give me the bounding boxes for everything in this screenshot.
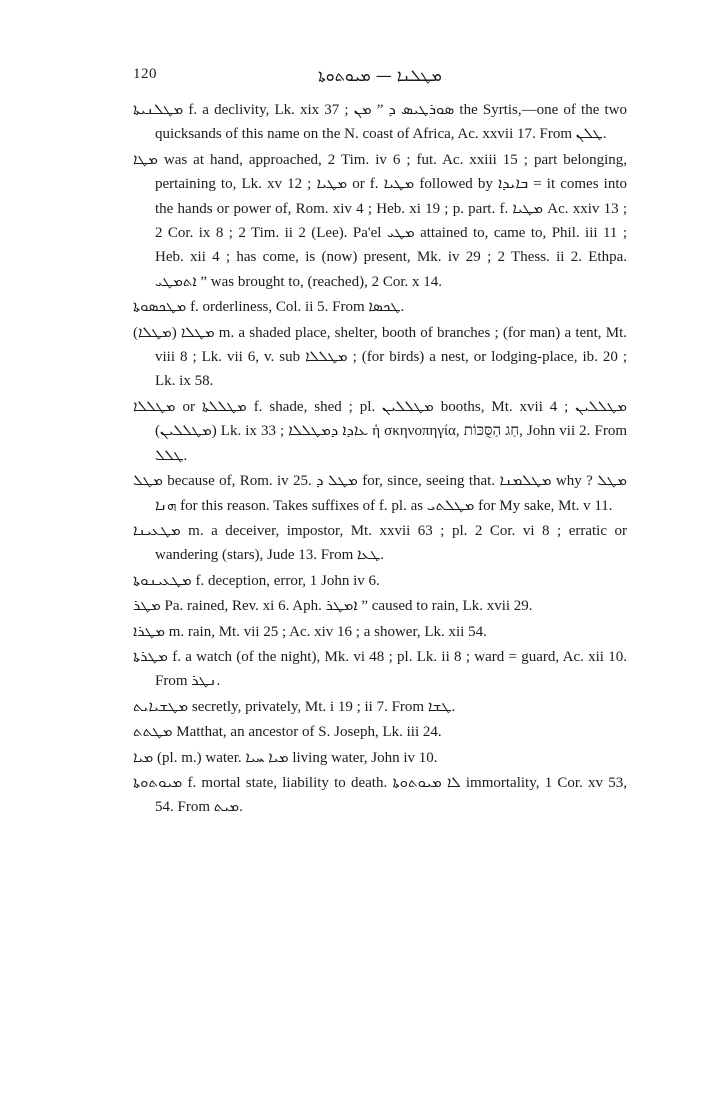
entry-because-of: ܡܛܠ because of, Rom. iv 25. ܡܛܠ ܕ for, since, seeing that. ܡܛܠܡܢܐ why ? ܡܛܠ ܗܢܐ for this reason. Takes suffixes of f. pl. as ܡܛܠܬܝ for My sake, Mt. v 11. bbox=[133, 473, 627, 514]
entry-orderliness: ܡܛܟܣܘܬܐ f. orderliness, Col. ii 5. From ܛܟܣܐ. bbox=[133, 299, 405, 316]
running-head: ܡܛܠܢܐ — ܡܝܘܬܘܬܐ bbox=[318, 66, 442, 85]
entry-deceiver: ܡܛܥܝܢܐ m. a deceiver, impostor, Mt. xxvii 63 ; pl. 2 Cor. vi 8 ; erratic or wandering (stars), Jude 13. From ܛܥܐ. bbox=[133, 522, 627, 564]
entry-watch: ܡܛܪܬܐ f. a watch (of the night), Mk. vi 48 ; pl. Lk. ii 8 ; ward = guard, Ac. xii 10. From ܢܛܪ. bbox=[133, 648, 627, 690]
entry-booths: ܡܛܠܠܐ or ܡܛܠܠܬܐ f. shade, shed ; pl. ܡܛܠܠܝܢ booths, Mt. xvii 4 ; ܡܛܠܠܝܢ (ܡܛܠܠܝܢ) Lk. ix 33 ; ܥܐܕܐ ܕܡܛܠܠܐ ἡ σκηνοπηγία, חַג הַסֻּכּוֹת, John vii 2. From ܛܠܠ. bbox=[133, 398, 627, 464]
entry-deception: ܡܛܥܝܢܘܬܐ f. deception, error, 1 John iv 6. bbox=[133, 572, 380, 589]
page-number: 120 bbox=[133, 66, 157, 82]
entry-rained: ܡܛܪ Pa. rained, Rev. xi 6. Aph. ܐܡܛܪ ” caused to rain, Lk. xvii 29. bbox=[133, 598, 533, 615]
entry-mortal-state: ܡܝܘܬܘܬܐ f. mortal state, liability to death. ܠܐ ܡܝܘܬܘܬܐ immortality, 1 Cor. xv 53, 54. From ܡܝܬ. bbox=[133, 774, 627, 816]
entry-approached: ܡܛܐ was at hand, approached, 2 Tim. iv 6 ; fut. Ac. xxiii 15 ; part belonging, pertaining to, Lk. xv 12 ; ܡܛܝܐ or f. ܡܛܝܐ followed by ܒܐܝܕܐ = it comes into the hands or power of, Rom. xiv 4 ; Heb. xi 19 ; p. part. f. ܡܛܝܐ Ac. xxiv 13 ; 2 Cor. ix 8 ; 2 Tim. ii 2 (Lee). Pa'el ܡܛܝ attained to, came to, Phil. iii 11 ; Heb. xii 4 ; has come, is (now) present, Mk. iv 29 ; 2 Thess. ii 2. Ethpa. ܐܬܡܛܝ ” was brought to, (reached), 2 Cor. x 14. bbox=[133, 151, 627, 290]
entry-shelter: ܡܛܠܐ (ܡܛܠܐ) m. a shaded place, shelter, booth of branches ; (for man) a tent, Mt. viii 8 ; Lk. vii 6, v. sub ܡܛܠܠܐ ; (for birds) a nest, or lodging-place, ib. 20 ; Lk. ix 58. bbox=[133, 324, 627, 390]
entry-list bbox=[133, 98, 627, 821]
entry-secretly: ܡܛܫܝܐܝܬ secretly, privately, Mt. i 19 ; ii 7. From ܛܫܐ. bbox=[133, 698, 456, 715]
entry-declivity: ܡܛܠܢܝܬܐ f. a declivity, Lk. xix 37 ; ܣܘܪܛܝܣ ܕ ” ܡܢ the Syrtis,—one of the two quicksands of this name on the N. coast of Africa, Ac. xxvii 17. From ܛܠܢ. bbox=[133, 102, 627, 143]
entry-matthat: ܡܛܬܬ Matthat, an ancestor of S. Joseph, Lk. iii 24. bbox=[133, 724, 442, 741]
entry-rain: ܡܛܪܐ m. rain, Mt. vii 25 ; Ac. xiv 16 ; a shower, Lk. xii 54. bbox=[133, 623, 487, 640]
page-header bbox=[133, 66, 627, 88]
entry-water: ܡܝܐ (pl. m.) water. ܡܝܐ ܚܝܐ living water, John iv 10. bbox=[133, 749, 438, 766]
